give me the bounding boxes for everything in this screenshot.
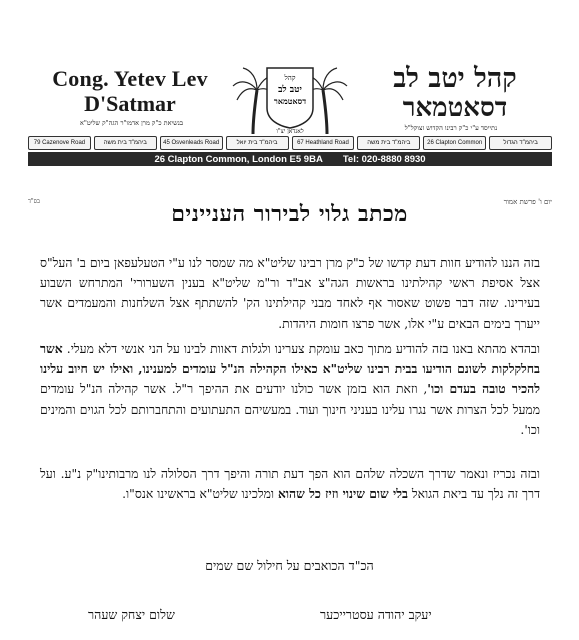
emblem-bottom-text: לאנדאן יצ"ו [276,128,304,135]
paragraph-3 [40,464,540,504]
paragraph-3-text-b: ומלכינו שליט"א בראשינו אנס"ו. [122,487,278,502]
branch-name: ביהמ"ד הגדול [489,136,552,150]
branch-address: 67 Heathland Road [292,136,355,150]
letter-title: מכתב גלוי לבירור העניינים [171,201,408,227]
emblem-mid1-text: יטב לב [278,85,302,95]
emblem-top-text: קהל [284,74,296,82]
letterhead-subtitle-right: נתייסד ע"י כ"ק רבינו הקדוש זצוקל"ל [404,124,498,132]
main-address: 26 Clapton Common, London E5 9BA [154,153,323,165]
letterhead [28,64,552,184]
paragraph-3-bold: בלי שום שינוי וזיז כל שהוא [277,486,408,502]
branch-name: ביהמ"ד בית יואל [226,136,289,150]
main-address-bar [28,152,552,166]
signature-right: יעקב יהודה עסטרייכער [320,607,432,622]
letterhead-english-line1: Cong. Yetev Lev [52,66,208,91]
letterhead-english-line2: D'Satmar [84,91,176,116]
paragraph-2-bold: אשר בחלקלקות לשונם הודיעו בבית רבינו שליט"א כאילו הקהילה הנ"ל עומדים למענינו, ואילו יש חיוב עלינו להכיר טובה בעדם וכו' [40,341,541,397]
closing-line: הכ"ד הכואבים על חילול שם שמים [205,558,374,573]
branch-name: ביהמ"ד בית משה [94,136,157,150]
paragraph-2-text-a: ובהדא מהתא באנו בזה להודיע מתוך כאב עומקת צערינו ולגלות דאוות לבינו על הני אנשי דלא מעלי. [62,342,540,356]
paragraph-2 [40,339,540,440]
signature-left: שלום יצחק שעהר [88,607,175,622]
letterhead-subtitle-left: בנשיאת כ"ק מרן אדמו"ר הגה"ק שליט"א [79,119,184,127]
letterhead-english-name [30,66,230,116]
paragraph-3-text-a: ובזה נכריז ונאמר שדרך השכלה שלהם הוא הפך דעת תורה והיפך דרך הסלולה לנו מרבותינו"ק נ"ע. ועל דרך זה נלך עד ביאת הגואל [40,467,540,502]
letterhead-hebrew-line2: דסאטמאר [402,93,508,123]
emblem-mid2-text: דסאטמאר [273,96,307,106]
branch-address: 26 Clapton Common [423,136,486,150]
branch-name: ביהמ"ד בית משה [357,136,420,150]
corner-note: בס"ד [28,198,40,205]
branch-address: 45 Osvenleads Road [160,136,223,150]
branch-address: 79 Cazenove Road [28,136,91,150]
palm-tree-emblem [231,64,349,136]
telephone: Tel: 020-8880 8930 [342,153,426,165]
letter-date: יום ו' פרשת אמור [503,198,552,206]
branch-address-row [28,136,552,150]
letterhead-hebrew-name [360,64,550,122]
paragraph-2-text-b: , וזאת הוא בזמן אשר כולנו יודעים את ההיפך ר"ל. אשר קהילה הנ"ל עומדים ממעל לכל הצרות אשר נגרו עלינו בעניני חינוך ועוד. במעשיהם התעתועים והתחברותם לכל הגוים והמינים וכו'. [40,382,540,437]
letterhead-hebrew-line1: קהל יטב לב [393,63,517,94]
paragraph-1: בזה הננו להודיע חוות דעת קדשו של כ"ק מרן רבינו שליט"א מה שמסר לנו ע"י הטעלעפאן ביום ב' העל"ס אצל אסיפת ראשי קהילתינו בראשות הגה"צ אב"ד ור"מ שליט"א בענין השערורי' המתרחש השבוע בעירינו. שזה דבר פשוט שאסור אף לאחד מבני קהילתינו הק' להשתתף אצל השלחנות והמעמדים אשר ייערך בימים הבאים ע"י אלו, אשר פרצו חומות היהדות. [40,256,540,331]
